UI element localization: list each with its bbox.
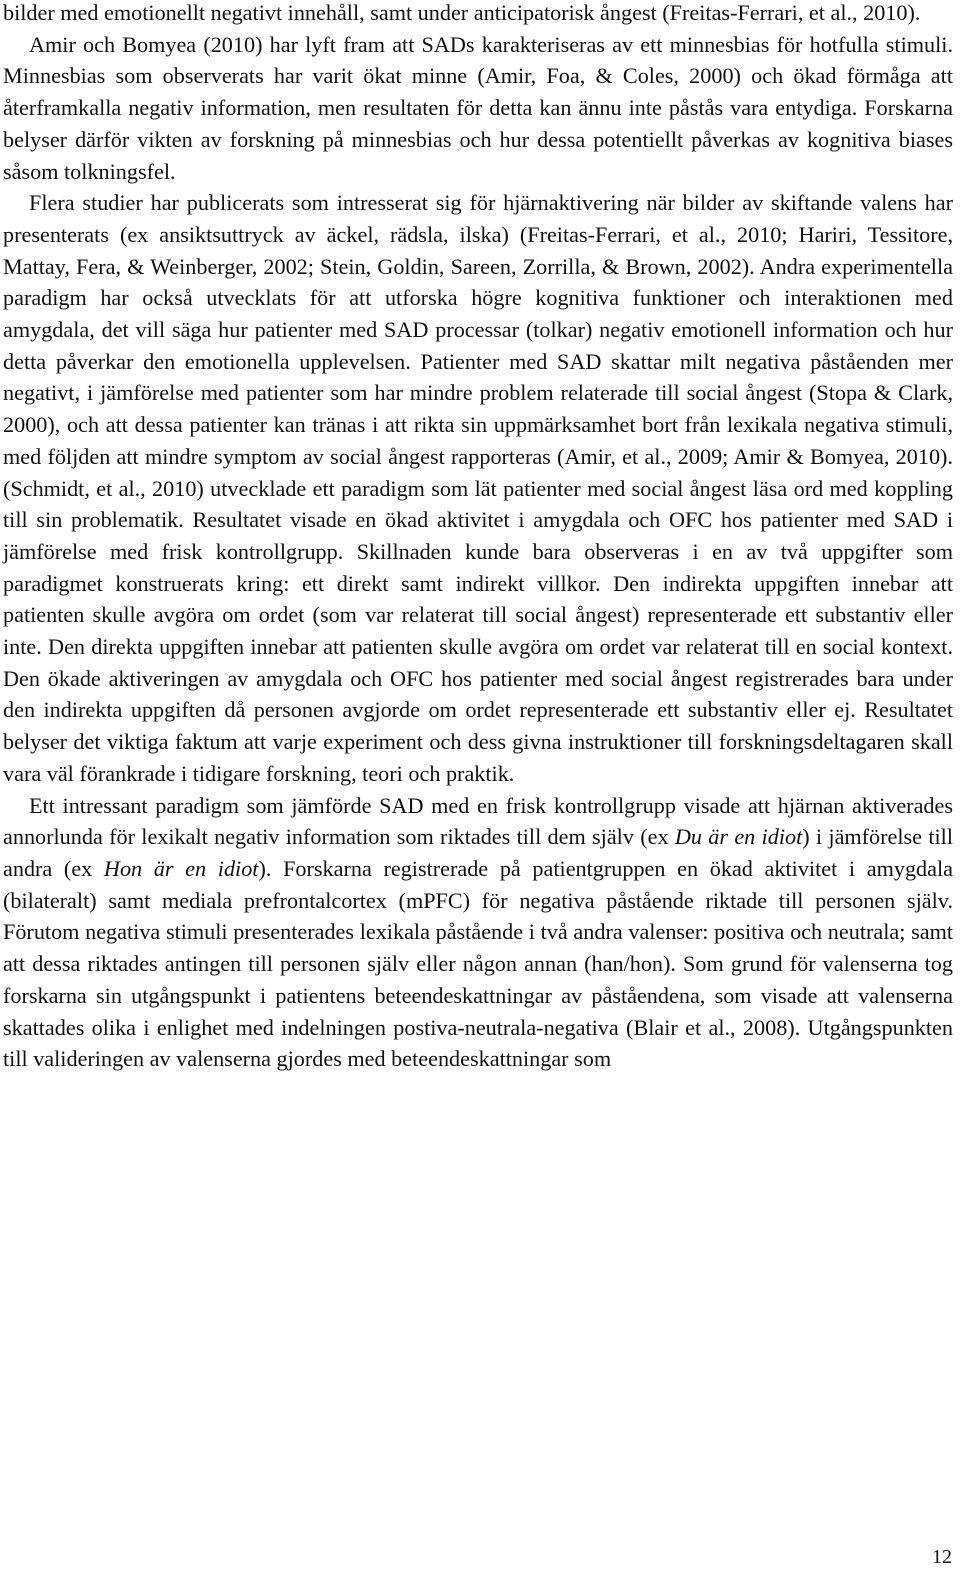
- paragraph-text: Flera studier har publicerats som intresserat sig för hjärnaktivering när bilder av skiftande valens har presenterats (ex ansiktsuttryck av äckel, rädsla, ilska) (Freitas-Ferrari, et al., 2010; Hariri, Tessitore, Mattay, Fera, & Weinberger, 2002; Stein, Goldin, Sareen, Zorrilla, & Brown, 2002). Andra experimentella paradigm har också utvecklats för att utforska högre kognitiva funktioner och interaktionen med amygdala, det vill säga hur patienter med SAD processar (tolkar) negativ emotionell information och hur detta påverkar den emotionella upplevelsen. Patienter med SAD skattar milt negativa påståenden mer negativt, i jämförelse med patienter som har mindre problem relaterade till social ångest (Stopa & Clark, 2000), och att dessa patienter kan tränas i att rikta sin uppmärksamhet bort från lexikala negativa stimuli, med följden att mindre symptom av social ångest rapporteras (Amir, et al., 2009; Amir & Bomyea, 2010). (Schmidt, et al., 2010) utvecklade ett paradigm som lät patienter med social ångest läsa ord med koppling till sin problematik. Resultatet visade en ökad aktivitet i amygdala och OFC hos patienter med SAD i jämförelse med frisk kontrollgrupp. Skillnaden kunde bara observeras i en av två uppgifter som paradigmet konstruerats kring: ett direkt samt indirekt villkor. Den indirekta uppgiften innebar att patienten skulle avgöra om ordet (som var relaterat till social ångest) representerade ett substantiv eller inte. Den direkta uppgiften innebar att patienten skulle avgöra om ordet var relaterat till en social kontext. Den ökade aktiveringen av amygdala och OFC hos patienter med social ångest registrerades bara under den indirekta uppgiften då personen avgjorde om ordet representerade ett substantiv eller ej. Resultatet belyser det viktiga faktum att varje experiment och dess givna instruktioner till forskningsdeltagaren skall vara väl förankrade i tidigare forskning, teori och praktik.: [3, 190, 953, 786]
- paragraph-text: ) i jämförelse till andra (ex: [3, 824, 953, 881]
- example-quote-self: Du är en idiot: [674, 824, 803, 850]
- document-page: [3, 0, 953, 1075]
- paragraph-3: [3, 187, 953, 789]
- paragraph-text: bilder med emotionellt negativt innehåll, samt under anticipatorisk ångest (Freitas-Ferrari, et al., 2010).: [3, 0, 921, 25]
- example-quote-other: Hon är en idiot: [103, 855, 259, 881]
- paragraph-1: [3, 0, 953, 29]
- paragraph-text: ). Forskarna registrerade på patientgruppen en ökad aktivitet i amygdala (bilateralt) samt mediala prefrontalcortex (mPFC) för negativa påstående riktade till personen själv. Förutom negativa stimuli presenterades lexikala påstående i två andra valenser: positiva och neutrala; samt att dessa riktades antingen till personen själv eller någon annan (han/hon). Som grund för valenserna tog forskarna sin utgångspunkt i patientens beteendeskattningar av påståendena, som visade att valenserna skattades olika i enlighet med indelningen postiva-neutrala-negativa (Blair et al., 2008). Utgångspunkten till valideringen av valenserna gjordes med beteendeskattningar som: [3, 855, 953, 1072]
- paragraph-4: [3, 790, 953, 1075]
- paragraph-text: Amir och Bomyea (2010) har lyft fram att SADs karakteriseras av ett minnesbias för hotfulla stimuli. Minnesbias som observerats har varit ökat minne (Amir, Foa, & Coles, 2000) och ökad förmåga att återframkalla negativ information, men resultaten för detta kan ännu inte påstås vara entydiga. Forskarna belyser därför vikten av forskning på minnesbias och hur dessa potentiellt påverkas av kognitiva biases såsom tolkningsfel.: [3, 31, 953, 184]
- paragraph-2: [3, 29, 953, 188]
- document-body: [3, 0, 953, 1075]
- page-number: 12: [932, 1546, 952, 1568]
- paragraph-text: Ett intressant paradigm som jämförde SAD med en frisk kontrollgrupp visade att hjärnan aktiverades annorlunda för lexikalt negativ information som riktades till dem själv (ex: [3, 792, 953, 850]
